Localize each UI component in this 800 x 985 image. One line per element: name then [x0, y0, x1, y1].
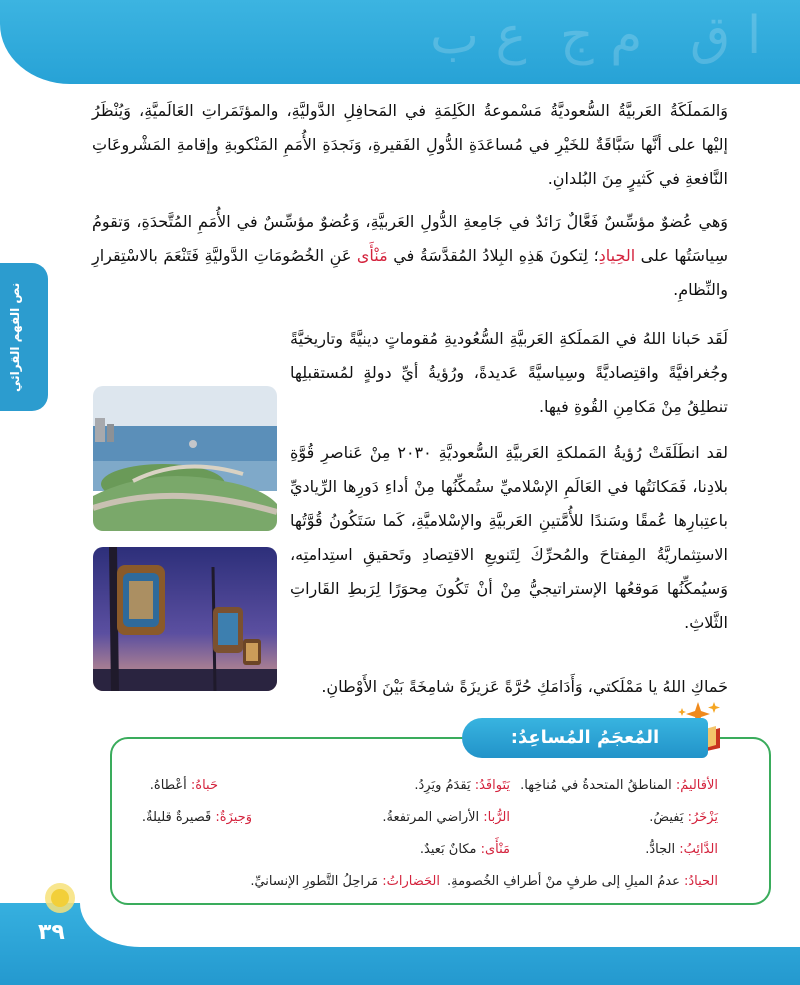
bottom-curve [80, 903, 800, 947]
dictionary-entry: يَزْخَرُ: يَفيضُ. [649, 810, 718, 825]
dictionary-entry: الأقاليمُ: المناطقُ المتحدةُ في مُناخِها. [520, 778, 718, 793]
paragraph-1: وَالمَملَكَةُ العَربيَّةُ السُّعوديَّةُ مَسْموعةُ الكَلِمَةِ في المَحافِلِ الدَّوليَّةِ، والمؤتَمَراتِ العَالَميَّةِ، وَيُنْظَرُ إليْها على أنَّها سَبَّاقَةٌ للخَيْرِ في مُساعَدَةِ الدُّولِ الفَقيرةِ، وَنَجدَةِ الأُمَمِ المَنْكوبةِ وإقامةِ المَشْروعَاتِ النَّافعةِ في كَثيرٍ مِنَ البُلدانِ. [92, 101, 728, 188]
corniche-illustration [93, 386, 277, 531]
dictionary-entry: حَباهُ: أعْطاهُ. [149, 778, 218, 793]
side-tab-label: نص الفهم القرائي [8, 282, 22, 392]
paragraph-2-text-start: وَهي عُضوٌ مؤسِّسٌ فَعَّالٌ رَائدٌ في جَامِعةِ الدُّولِ العَربيَّةِ، وَعُضوٌ مؤسِّسٌ في الأُمَمِ المُتَّحدَةِ، وَتقومُ سِياسَتُها على [92, 212, 728, 265]
decorative-letters: ﻡ ﺝ [560, 6, 643, 66]
decorative-letters: ﻉ ﺏ [430, 6, 527, 66]
dictionary-entry: وَجيزَةٌ: قَصيرةٌ قليلةٌ. [141, 810, 252, 825]
dictionary-entry: الحيادُ: عدمُ الميلِ إلى طرفٍ منْ أطرافِ الخُصومةِ. [447, 874, 718, 889]
paragraph-3: لَقَد حَبانا اللهُ في المَملَكةِ العَربيَّةِ السُّعُوديةِ مُقوماتٍ دينيَّةً وتاريخيَّةً وجُغرافيَّةً واقتِصاديَّةً وسِياسيَّةً عَديدةً، ورُؤيةُ أيِّ دولةٍ لمُستقبلِها تنطلِقُ مِنْ مَكامِنِ القُوةِ فيها. [290, 329, 728, 416]
dictionary-entry: الرُّبا: الأراضي المرتفعةُ. [382, 810, 510, 825]
dictionary-entry: مَنْأَى: مكانٌ بَعيدٌ. [419, 842, 510, 857]
paragraph-2 [92, 205, 728, 307]
term-neutrality: الحِيادِ [598, 246, 636, 265]
top-banner [0, 0, 800, 84]
dictionary-entry: الحَضاراتُ: مَراحِلُ التَّطورِ الإنسانيِّ. [250, 874, 440, 889]
paragraph-5: حَماكِ اللهُ يا مَمْلَكتي، وَأَدَامَكِ حُرَّةً عَزيزَةً شامِخَةً بَيْنَ الأَوْطانِ. [321, 677, 728, 696]
corniche-photo [93, 386, 277, 531]
paragraph-2-text-end: عَنِ الخُصُومَاتِ الدَّوليَّةِ فَتَنْعَمَ بالاسْتِقرارِ والنِّظامِ. [92, 246, 728, 299]
dictionary-title: المُعجَمُ المُساعِدُ: [462, 718, 708, 758]
paragraph-2-text-middle: ؛ لِتكونَ هَذِهِ البِلادُ المُقدَّسَةُ في [387, 246, 599, 265]
section-side-tab [0, 263, 48, 411]
term-distance: مَنْأَى [356, 246, 388, 265]
page-number: ٣٩ [38, 920, 65, 945]
dictionary-entry: يَتَوافَدُ: يَقدَمُ ويَرِدُ. [414, 778, 510, 793]
lanterns-illustration [93, 547, 277, 691]
lanterns-photo [93, 547, 277, 691]
dictionary-entry: الدَّائِبُ: الجادُّ. [645, 842, 718, 857]
paragraph-4: لقد انطَلَقَتْ رُؤيةُ المَملكةِ العَربيَّةِ السُّعوديَّةِ ٢٠٣٠ مِنْ عَناصرِ قُوَّةِ بلادِنا، فَمَكانَتُها في العَالَمِ الإسْلاميِّ ستُمكِّنُها مِنْ أداءِ دَورِها الرِّياديِّ باعتِبارِها عُمقًا وسَندًا للأُمَّتينِ العَربيَّةِ والإسْلاميَّةِ، كَما سَتَكُونُ قُوَّتُها الاستِثماريَّةُ المِفتاحَ والمُحرِّكَ لِتَنويعِ الاقتِصادِ وتَحقيقِ استِدامتِه، وَسيُمكِّنُها مَوقعُها الإستراتيجيُّ مِنْ أنْ تَكُونَ مِحوَرًا لِرَبطِ القَاراتِ الثَّلاثِ. [290, 443, 728, 632]
decorative-letters: ﺍ ﻕ [690, 6, 762, 66]
page-badge-icon [40, 878, 80, 918]
